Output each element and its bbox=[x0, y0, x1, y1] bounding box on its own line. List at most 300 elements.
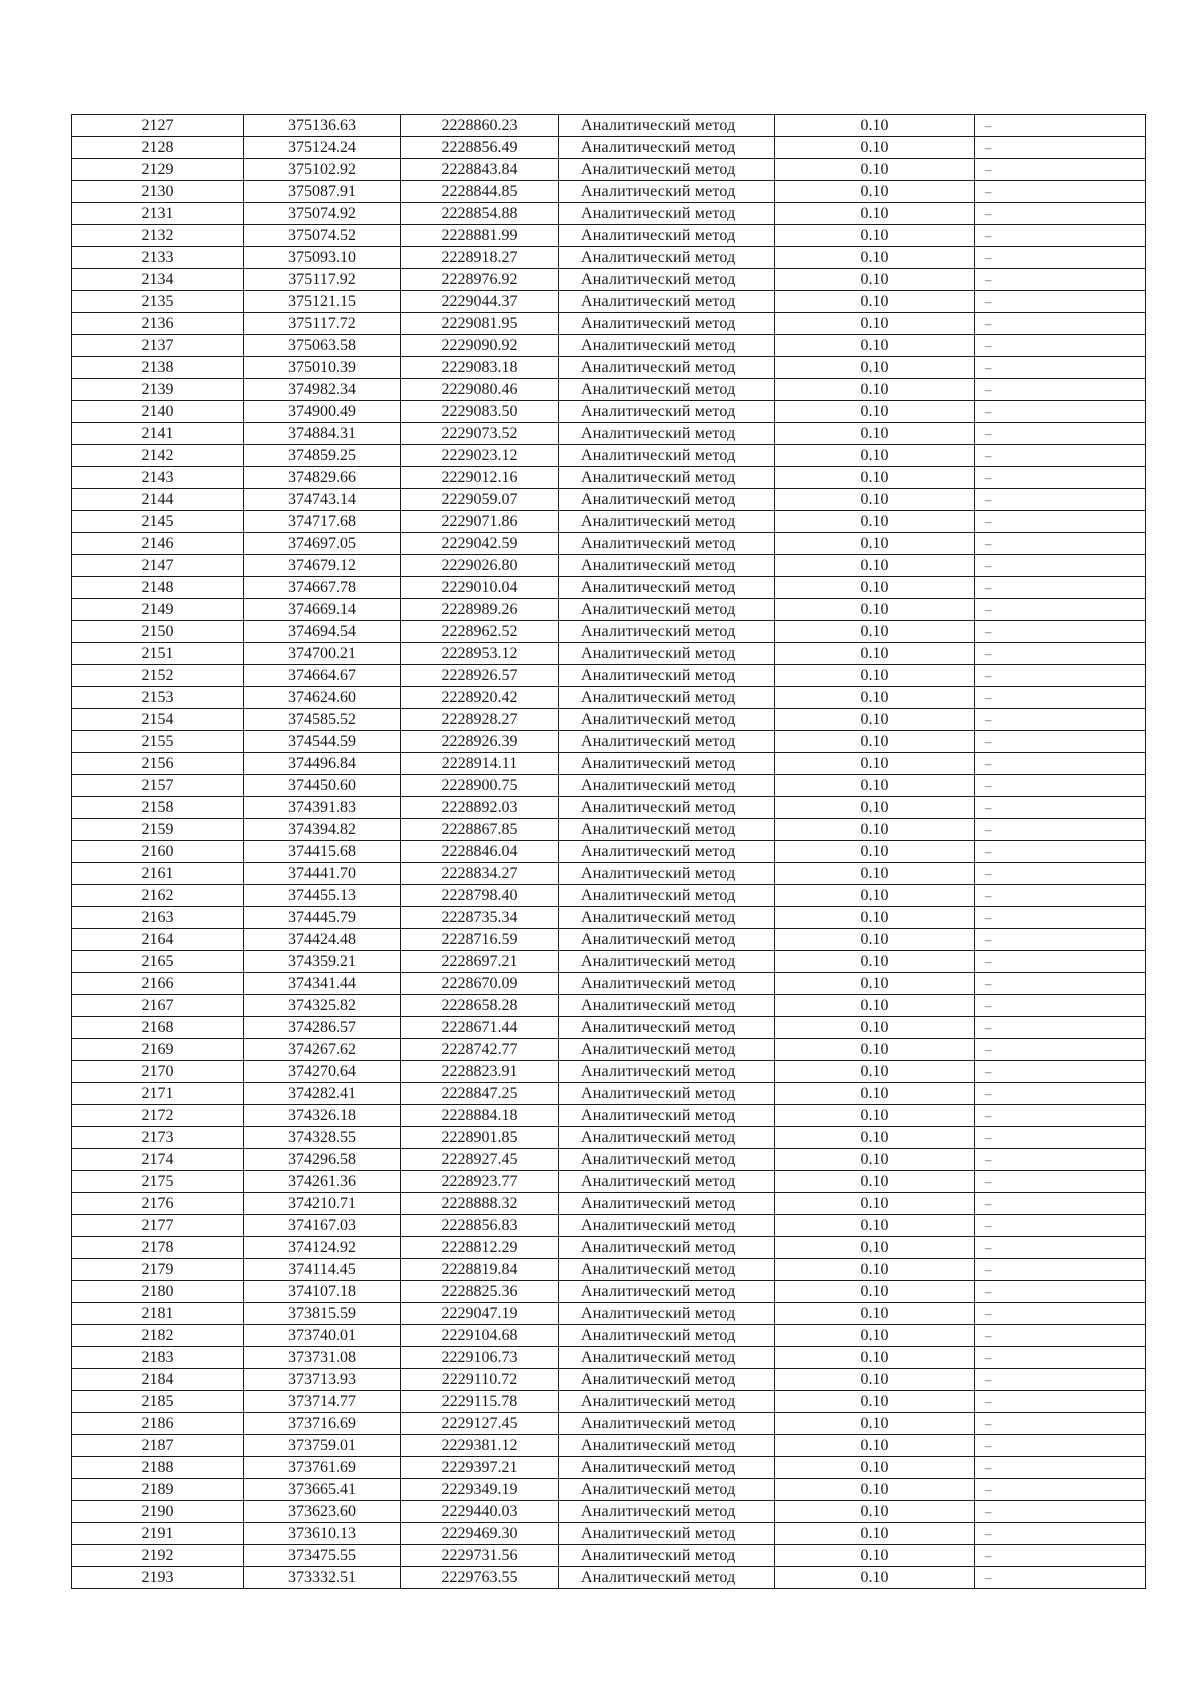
x-coordinate-cell: 374267.62 bbox=[244, 1039, 401, 1061]
accuracy-cell: 0.10 bbox=[775, 313, 975, 335]
note-cell: – bbox=[975, 1215, 1146, 1237]
accuracy-cell: 0.10 bbox=[775, 841, 975, 863]
point-number-cell: 2190 bbox=[72, 1501, 244, 1523]
x-coordinate-cell: 373713.93 bbox=[244, 1369, 401, 1391]
accuracy-cell: 0.10 bbox=[775, 929, 975, 951]
point-number-cell: 2127 bbox=[72, 115, 244, 137]
x-coordinate-cell: 373731.08 bbox=[244, 1347, 401, 1369]
y-coordinate-cell: 2229090.92 bbox=[401, 335, 559, 357]
x-coordinate-cell: 374450.60 bbox=[244, 775, 401, 797]
table-row bbox=[72, 621, 1146, 643]
x-coordinate-cell: 374415.68 bbox=[244, 841, 401, 863]
accuracy-cell: 0.10 bbox=[775, 643, 975, 665]
table-row bbox=[72, 159, 1146, 181]
note-cell: – bbox=[975, 863, 1146, 885]
accuracy-cell: 0.10 bbox=[775, 379, 975, 401]
y-coordinate-cell: 2229026.80 bbox=[401, 555, 559, 577]
note-cell: – bbox=[975, 181, 1146, 203]
table-row bbox=[72, 533, 1146, 555]
note-cell: – bbox=[975, 445, 1146, 467]
x-coordinate-cell: 375117.72 bbox=[244, 313, 401, 335]
x-coordinate-cell: 375102.92 bbox=[244, 159, 401, 181]
note-cell: – bbox=[975, 269, 1146, 291]
point-number-cell: 2145 bbox=[72, 511, 244, 533]
table-row bbox=[72, 1171, 1146, 1193]
note-cell: – bbox=[975, 1545, 1146, 1567]
y-coordinate-cell: 2229127.45 bbox=[401, 1413, 559, 1435]
note-cell: – bbox=[975, 995, 1146, 1017]
method-cell: Аналитический метод bbox=[559, 1259, 775, 1281]
y-coordinate-cell: 2228928.27 bbox=[401, 709, 559, 731]
table-row bbox=[72, 1545, 1146, 1567]
note-cell: – bbox=[975, 929, 1146, 951]
y-coordinate-cell: 2228926.57 bbox=[401, 665, 559, 687]
accuracy-cell: 0.10 bbox=[775, 401, 975, 423]
y-coordinate-cell: 2228856.83 bbox=[401, 1215, 559, 1237]
y-coordinate-cell: 2229059.07 bbox=[401, 489, 559, 511]
point-number-cell: 2146 bbox=[72, 533, 244, 555]
method-cell: Аналитический метод bbox=[559, 181, 775, 203]
table-row bbox=[72, 1369, 1146, 1391]
note-cell: – bbox=[975, 1259, 1146, 1281]
accuracy-cell: 0.10 bbox=[775, 555, 975, 577]
accuracy-cell: 0.10 bbox=[775, 225, 975, 247]
y-coordinate-cell: 2228884.18 bbox=[401, 1105, 559, 1127]
x-coordinate-cell: 374359.21 bbox=[244, 951, 401, 973]
accuracy-cell: 0.10 bbox=[775, 687, 975, 709]
accuracy-cell: 0.10 bbox=[775, 445, 975, 467]
accuracy-cell: 0.10 bbox=[775, 203, 975, 225]
accuracy-cell: 0.10 bbox=[775, 1171, 975, 1193]
method-cell: Аналитический метод bbox=[559, 753, 775, 775]
accuracy-cell: 0.10 bbox=[775, 467, 975, 489]
method-cell: Аналитический метод bbox=[559, 1017, 775, 1039]
method-cell: Аналитический метод bbox=[559, 225, 775, 247]
accuracy-cell: 0.10 bbox=[775, 1303, 975, 1325]
y-coordinate-cell: 2229071.86 bbox=[401, 511, 559, 533]
table-row bbox=[72, 1149, 1146, 1171]
method-cell: Аналитический метод bbox=[559, 885, 775, 907]
table-body bbox=[72, 115, 1146, 1589]
accuracy-cell: 0.10 bbox=[775, 1215, 975, 1237]
note-cell: – bbox=[975, 1435, 1146, 1457]
y-coordinate-cell: 2229110.72 bbox=[401, 1369, 559, 1391]
method-cell: Аналитический метод bbox=[559, 1369, 775, 1391]
x-coordinate-cell: 374829.66 bbox=[244, 467, 401, 489]
note-cell: – bbox=[975, 291, 1146, 313]
note-cell: – bbox=[975, 1127, 1146, 1149]
note-cell: – bbox=[975, 225, 1146, 247]
method-cell: Аналитический метод bbox=[559, 1149, 775, 1171]
accuracy-cell: 0.10 bbox=[775, 115, 975, 137]
y-coordinate-cell: 2228812.29 bbox=[401, 1237, 559, 1259]
method-cell: Аналитический метод bbox=[559, 203, 775, 225]
y-coordinate-cell: 2228953.12 bbox=[401, 643, 559, 665]
x-coordinate-cell: 374167.03 bbox=[244, 1215, 401, 1237]
note-cell: – bbox=[975, 1061, 1146, 1083]
point-number-cell: 2131 bbox=[72, 203, 244, 225]
y-coordinate-cell: 2229083.50 bbox=[401, 401, 559, 423]
x-coordinate-cell: 374325.82 bbox=[244, 995, 401, 1017]
accuracy-cell: 0.10 bbox=[775, 709, 975, 731]
table-row bbox=[72, 489, 1146, 511]
y-coordinate-cell: 2229073.52 bbox=[401, 423, 559, 445]
method-cell: Аналитический метод bbox=[559, 1523, 775, 1545]
note-cell: – bbox=[975, 115, 1146, 137]
method-cell: Аналитический метод bbox=[559, 555, 775, 577]
table-row bbox=[72, 775, 1146, 797]
note-cell: – bbox=[975, 709, 1146, 731]
accuracy-cell: 0.10 bbox=[775, 995, 975, 1017]
x-coordinate-cell: 374341.44 bbox=[244, 973, 401, 995]
y-coordinate-cell: 2228670.09 bbox=[401, 973, 559, 995]
method-cell: Аналитический метод bbox=[559, 1325, 775, 1347]
point-number-cell: 2191 bbox=[72, 1523, 244, 1545]
x-coordinate-cell: 374270.64 bbox=[244, 1061, 401, 1083]
table-row bbox=[72, 1435, 1146, 1457]
table-row bbox=[72, 1501, 1146, 1523]
point-number-cell: 2138 bbox=[72, 357, 244, 379]
method-cell: Аналитический метод bbox=[559, 379, 775, 401]
method-cell: Аналитический метод bbox=[559, 1171, 775, 1193]
method-cell: Аналитический метод bbox=[559, 687, 775, 709]
point-number-cell: 2143 bbox=[72, 467, 244, 489]
note-cell: – bbox=[975, 489, 1146, 511]
table-row bbox=[72, 1259, 1146, 1281]
point-number-cell: 2129 bbox=[72, 159, 244, 181]
method-cell: Аналитический метод bbox=[559, 1127, 775, 1149]
x-coordinate-cell: 375087.91 bbox=[244, 181, 401, 203]
method-cell: Аналитический метод bbox=[559, 401, 775, 423]
accuracy-cell: 0.10 bbox=[775, 599, 975, 621]
point-number-cell: 2130 bbox=[72, 181, 244, 203]
method-cell: Аналитический метод bbox=[559, 1105, 775, 1127]
accuracy-cell: 0.10 bbox=[775, 1083, 975, 1105]
point-number-cell: 2142 bbox=[72, 445, 244, 467]
x-coordinate-cell: 375074.92 bbox=[244, 203, 401, 225]
y-coordinate-cell: 2228671.44 bbox=[401, 1017, 559, 1039]
method-cell: Аналитический метод bbox=[559, 1215, 775, 1237]
method-cell: Аналитический метод bbox=[559, 577, 775, 599]
point-number-cell: 2182 bbox=[72, 1325, 244, 1347]
note-cell: – bbox=[975, 247, 1146, 269]
note-cell: – bbox=[975, 1083, 1146, 1105]
note-cell: – bbox=[975, 621, 1146, 643]
y-coordinate-cell: 2228881.99 bbox=[401, 225, 559, 247]
method-cell: Аналитический метод bbox=[559, 1479, 775, 1501]
accuracy-cell: 0.10 bbox=[775, 335, 975, 357]
accuracy-cell: 0.10 bbox=[775, 1479, 975, 1501]
x-coordinate-cell: 374441.70 bbox=[244, 863, 401, 885]
note-cell: – bbox=[975, 1567, 1146, 1589]
table-row bbox=[72, 1281, 1146, 1303]
note-cell: – bbox=[975, 203, 1146, 225]
note-cell: – bbox=[975, 1457, 1146, 1479]
method-cell: Аналитический метод bbox=[559, 775, 775, 797]
note-cell: – bbox=[975, 1105, 1146, 1127]
point-number-cell: 2154 bbox=[72, 709, 244, 731]
method-cell: Аналитический метод bbox=[559, 313, 775, 335]
note-cell: – bbox=[975, 467, 1146, 489]
y-coordinate-cell: 2229044.37 bbox=[401, 291, 559, 313]
y-coordinate-cell: 2229469.30 bbox=[401, 1523, 559, 1545]
method-cell: Аналитический метод bbox=[559, 137, 775, 159]
x-coordinate-cell: 374669.14 bbox=[244, 599, 401, 621]
point-number-cell: 2189 bbox=[72, 1479, 244, 1501]
note-cell: – bbox=[975, 973, 1146, 995]
x-coordinate-cell: 373740.01 bbox=[244, 1325, 401, 1347]
y-coordinate-cell: 2228918.27 bbox=[401, 247, 559, 269]
table-row bbox=[72, 1325, 1146, 1347]
note-cell: – bbox=[975, 423, 1146, 445]
point-number-cell: 2157 bbox=[72, 775, 244, 797]
note-cell: – bbox=[975, 379, 1146, 401]
y-coordinate-cell: 2228846.04 bbox=[401, 841, 559, 863]
table-row bbox=[72, 731, 1146, 753]
table-row bbox=[72, 1127, 1146, 1149]
y-coordinate-cell: 2228923.77 bbox=[401, 1171, 559, 1193]
method-cell: Аналитический метод bbox=[559, 599, 775, 621]
table-row bbox=[72, 797, 1146, 819]
point-number-cell: 2140 bbox=[72, 401, 244, 423]
method-cell: Аналитический метод bbox=[559, 1281, 775, 1303]
point-number-cell: 2144 bbox=[72, 489, 244, 511]
point-number-cell: 2156 bbox=[72, 753, 244, 775]
table-row bbox=[72, 1413, 1146, 1435]
accuracy-cell: 0.10 bbox=[775, 753, 975, 775]
table-row bbox=[72, 907, 1146, 929]
method-cell: Аналитический метод bbox=[559, 973, 775, 995]
y-coordinate-cell: 2229763.55 bbox=[401, 1567, 559, 1589]
x-coordinate-cell: 374667.78 bbox=[244, 577, 401, 599]
note-cell: – bbox=[975, 665, 1146, 687]
note-cell: – bbox=[975, 159, 1146, 181]
point-number-cell: 2164 bbox=[72, 929, 244, 951]
note-cell: – bbox=[975, 907, 1146, 929]
point-number-cell: 2137 bbox=[72, 335, 244, 357]
accuracy-cell: 0.10 bbox=[775, 1545, 975, 1567]
note-cell: – bbox=[975, 841, 1146, 863]
table-row bbox=[72, 401, 1146, 423]
method-cell: Аналитический метод bbox=[559, 643, 775, 665]
accuracy-cell: 0.10 bbox=[775, 1149, 975, 1171]
table-row bbox=[72, 313, 1146, 335]
y-coordinate-cell: 2228900.75 bbox=[401, 775, 559, 797]
x-coordinate-cell: 374445.79 bbox=[244, 907, 401, 929]
point-number-cell: 2135 bbox=[72, 291, 244, 313]
method-cell: Аналитический метод bbox=[559, 731, 775, 753]
table-row bbox=[72, 1237, 1146, 1259]
x-coordinate-cell: 374717.68 bbox=[244, 511, 401, 533]
note-cell: – bbox=[975, 533, 1146, 555]
point-number-cell: 2175 bbox=[72, 1171, 244, 1193]
y-coordinate-cell: 2228823.91 bbox=[401, 1061, 559, 1083]
table-row bbox=[72, 819, 1146, 841]
method-cell: Аналитический метод bbox=[559, 335, 775, 357]
table-row bbox=[72, 1567, 1146, 1589]
table-row bbox=[72, 687, 1146, 709]
point-number-cell: 2163 bbox=[72, 907, 244, 929]
note-cell: – bbox=[975, 1369, 1146, 1391]
y-coordinate-cell: 2228658.28 bbox=[401, 995, 559, 1017]
table-row bbox=[72, 1479, 1146, 1501]
method-cell: Аналитический метод bbox=[559, 1435, 775, 1457]
table-row bbox=[72, 995, 1146, 1017]
y-coordinate-cell: 2228914.11 bbox=[401, 753, 559, 775]
method-cell: Аналитический метод bbox=[559, 907, 775, 929]
x-coordinate-cell: 373475.55 bbox=[244, 1545, 401, 1567]
accuracy-cell: 0.10 bbox=[775, 1237, 975, 1259]
table-row bbox=[72, 973, 1146, 995]
method-cell: Аналитический метод bbox=[559, 159, 775, 181]
y-coordinate-cell: 2228798.40 bbox=[401, 885, 559, 907]
y-coordinate-cell: 2228867.85 bbox=[401, 819, 559, 841]
note-cell: – bbox=[975, 1303, 1146, 1325]
x-coordinate-cell: 374544.59 bbox=[244, 731, 401, 753]
method-cell: Аналитический метод bbox=[559, 467, 775, 489]
table-row bbox=[72, 709, 1146, 731]
accuracy-cell: 0.10 bbox=[775, 775, 975, 797]
method-cell: Аналитический метод bbox=[559, 1347, 775, 1369]
point-number-cell: 2170 bbox=[72, 1061, 244, 1083]
y-coordinate-cell: 2228716.59 bbox=[401, 929, 559, 951]
accuracy-cell: 0.10 bbox=[775, 1127, 975, 1149]
point-number-cell: 2173 bbox=[72, 1127, 244, 1149]
method-cell: Аналитический метод bbox=[559, 1413, 775, 1435]
table-row bbox=[72, 357, 1146, 379]
point-number-cell: 2188 bbox=[72, 1457, 244, 1479]
point-number-cell: 2185 bbox=[72, 1391, 244, 1413]
method-cell: Аналитический метод bbox=[559, 841, 775, 863]
table-row bbox=[72, 1061, 1146, 1083]
method-cell: Аналитический метод bbox=[559, 489, 775, 511]
x-coordinate-cell: 374394.82 bbox=[244, 819, 401, 841]
table-row bbox=[72, 467, 1146, 489]
x-coordinate-cell: 374664.67 bbox=[244, 665, 401, 687]
note-cell: – bbox=[975, 1523, 1146, 1545]
x-coordinate-cell: 373610.13 bbox=[244, 1523, 401, 1545]
y-coordinate-cell: 2228860.23 bbox=[401, 115, 559, 137]
x-coordinate-cell: 374296.58 bbox=[244, 1149, 401, 1171]
method-cell: Аналитический метод bbox=[559, 1039, 775, 1061]
method-cell: Аналитический метод bbox=[559, 1501, 775, 1523]
y-coordinate-cell: 2228892.03 bbox=[401, 797, 559, 819]
point-number-cell: 2177 bbox=[72, 1215, 244, 1237]
x-coordinate-cell: 374884.31 bbox=[244, 423, 401, 445]
x-coordinate-cell: 375063.58 bbox=[244, 335, 401, 357]
y-coordinate-cell: 2228901.85 bbox=[401, 1127, 559, 1149]
y-coordinate-cell: 2228819.84 bbox=[401, 1259, 559, 1281]
point-number-cell: 2174 bbox=[72, 1149, 244, 1171]
x-coordinate-cell: 374859.25 bbox=[244, 445, 401, 467]
x-coordinate-cell: 374982.34 bbox=[244, 379, 401, 401]
x-coordinate-cell: 374210.71 bbox=[244, 1193, 401, 1215]
accuracy-cell: 0.10 bbox=[775, 1457, 975, 1479]
table-row bbox=[72, 555, 1146, 577]
x-coordinate-cell: 375010.39 bbox=[244, 357, 401, 379]
accuracy-cell: 0.10 bbox=[775, 1061, 975, 1083]
accuracy-cell: 0.10 bbox=[775, 1259, 975, 1281]
method-cell: Аналитический метод bbox=[559, 291, 775, 313]
accuracy-cell: 0.10 bbox=[775, 181, 975, 203]
x-coordinate-cell: 374326.18 bbox=[244, 1105, 401, 1127]
y-coordinate-cell: 2228888.32 bbox=[401, 1193, 559, 1215]
table-row bbox=[72, 181, 1146, 203]
accuracy-cell: 0.10 bbox=[775, 1435, 975, 1457]
y-coordinate-cell: 2229010.04 bbox=[401, 577, 559, 599]
method-cell: Аналитический метод bbox=[559, 269, 775, 291]
y-coordinate-cell: 2228735.34 bbox=[401, 907, 559, 929]
table-row bbox=[72, 665, 1146, 687]
point-number-cell: 2141 bbox=[72, 423, 244, 445]
y-coordinate-cell: 2228742.77 bbox=[401, 1039, 559, 1061]
point-number-cell: 2128 bbox=[72, 137, 244, 159]
x-coordinate-cell: 374694.54 bbox=[244, 621, 401, 643]
x-coordinate-cell: 374679.12 bbox=[244, 555, 401, 577]
table-row bbox=[72, 445, 1146, 467]
table-row bbox=[72, 511, 1146, 533]
y-coordinate-cell: 2229080.46 bbox=[401, 379, 559, 401]
table-row bbox=[72, 863, 1146, 885]
table-row bbox=[72, 951, 1146, 973]
y-coordinate-cell: 2228697.21 bbox=[401, 951, 559, 973]
x-coordinate-cell: 373665.41 bbox=[244, 1479, 401, 1501]
x-coordinate-cell: 374900.49 bbox=[244, 401, 401, 423]
x-coordinate-cell: 375117.92 bbox=[244, 269, 401, 291]
x-coordinate-cell: 374328.55 bbox=[244, 1127, 401, 1149]
accuracy-cell: 0.10 bbox=[775, 1281, 975, 1303]
point-number-cell: 2132 bbox=[72, 225, 244, 247]
point-number-cell: 2165 bbox=[72, 951, 244, 973]
note-cell: – bbox=[975, 775, 1146, 797]
accuracy-cell: 0.10 bbox=[775, 819, 975, 841]
x-coordinate-cell: 375121.15 bbox=[244, 291, 401, 313]
y-coordinate-cell: 2228927.45 bbox=[401, 1149, 559, 1171]
point-number-cell: 2180 bbox=[72, 1281, 244, 1303]
x-coordinate-cell: 373759.01 bbox=[244, 1435, 401, 1457]
y-coordinate-cell: 2228847.25 bbox=[401, 1083, 559, 1105]
table-row bbox=[72, 115, 1146, 137]
x-coordinate-cell: 374624.60 bbox=[244, 687, 401, 709]
point-number-cell: 2193 bbox=[72, 1567, 244, 1589]
method-cell: Аналитический метод bbox=[559, 533, 775, 555]
accuracy-cell: 0.10 bbox=[775, 489, 975, 511]
y-coordinate-cell: 2229047.19 bbox=[401, 1303, 559, 1325]
point-number-cell: 2160 bbox=[72, 841, 244, 863]
note-cell: – bbox=[975, 1479, 1146, 1501]
y-coordinate-cell: 2229012.16 bbox=[401, 467, 559, 489]
x-coordinate-cell: 375074.52 bbox=[244, 225, 401, 247]
point-number-cell: 2171 bbox=[72, 1083, 244, 1105]
y-coordinate-cell: 2229106.73 bbox=[401, 1347, 559, 1369]
point-number-cell: 2153 bbox=[72, 687, 244, 709]
y-coordinate-cell: 2229023.12 bbox=[401, 445, 559, 467]
note-cell: – bbox=[975, 313, 1146, 335]
accuracy-cell: 0.10 bbox=[775, 159, 975, 181]
y-coordinate-cell: 2229440.03 bbox=[401, 1501, 559, 1523]
accuracy-cell: 0.10 bbox=[775, 1391, 975, 1413]
point-number-cell: 2187 bbox=[72, 1435, 244, 1457]
note-cell: – bbox=[975, 1039, 1146, 1061]
note-cell: – bbox=[975, 753, 1146, 775]
x-coordinate-cell: 374496.84 bbox=[244, 753, 401, 775]
method-cell: Аналитический метод bbox=[559, 115, 775, 137]
point-number-cell: 2152 bbox=[72, 665, 244, 687]
table-row bbox=[72, 1017, 1146, 1039]
method-cell: Аналитический метод bbox=[559, 1545, 775, 1567]
note-cell: – bbox=[975, 1347, 1146, 1369]
accuracy-cell: 0.10 bbox=[775, 1413, 975, 1435]
